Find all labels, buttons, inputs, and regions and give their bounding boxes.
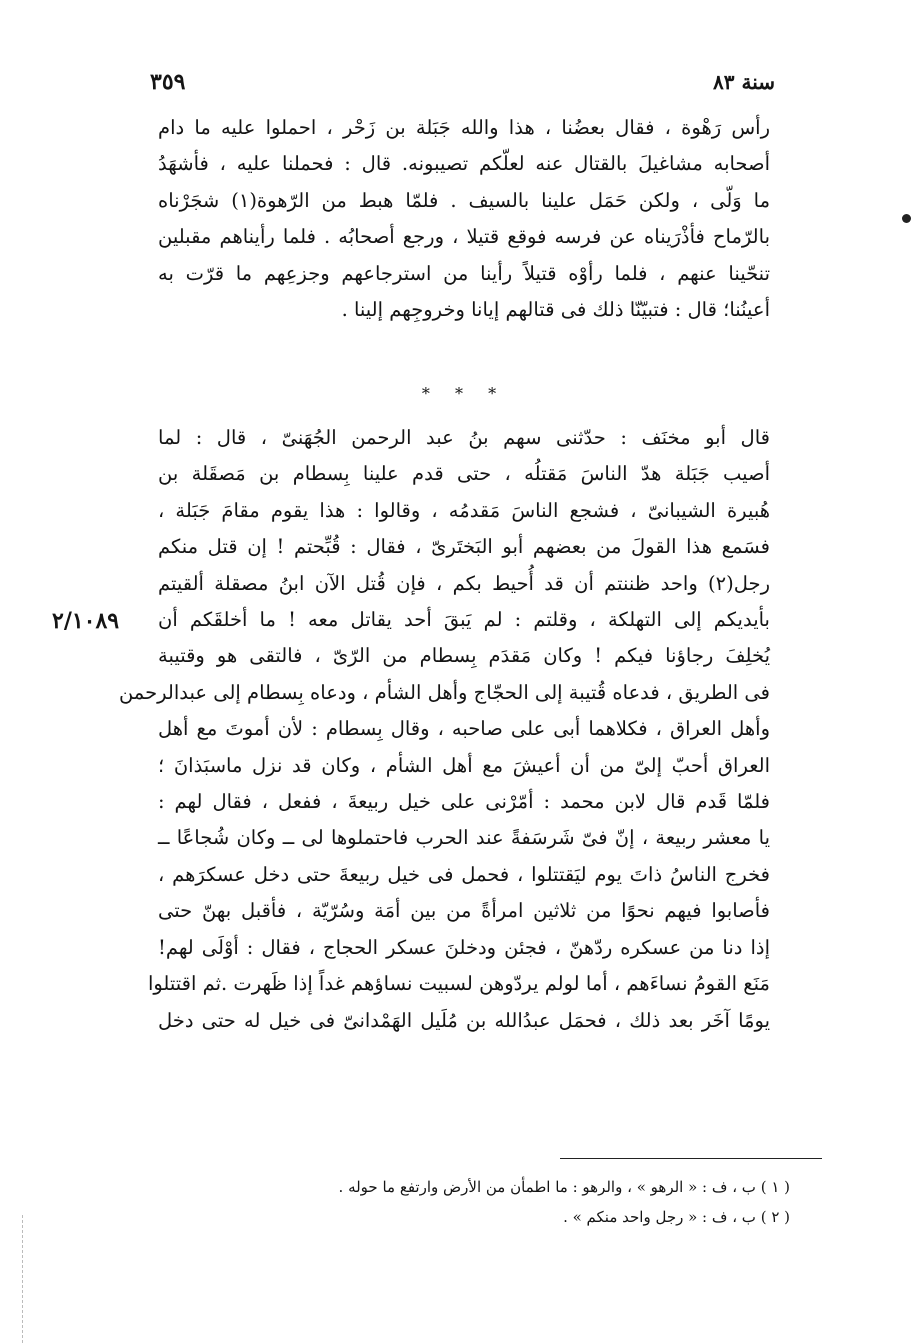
text-line: فخرج الناسُ ذاتَ يوم ليَقتتلوا ، فحمل فى خيل ربيعةَ حتى دخل عسكرَهم ،: [158, 862, 770, 886]
margin-reference: ٢/١٠٨٩: [52, 608, 120, 634]
footnote-1: ( ١ ) ب ، ف : « الرهو » ، والرهو : ما اطمأن من الأرض وارتفع ما حوله .: [338, 1178, 790, 1196]
footnote-divider: [560, 1158, 822, 1159]
text-line: هُبيرة الشيبانىّ ، فشجع الناسَ مَقدمُه ، وقالوا : هذا يقوم مقامَ جَبَلة ،: [158, 498, 770, 522]
text-line: العراق أحبّ إلىّ من أن أعيشَ مع أهل الشأم ، وكان قد نزل ماسبَذانَ ؛: [158, 753, 770, 777]
text-line: تنحّينا عنهم ، فلما رأوْه قتيلاً رأينا من استرجاعهم وجزعِهم ما قرّت به: [158, 261, 770, 285]
text-line: فلمّا قَدم قال لابن محمد : أمّرْنى على خيل ربيعةَ ، ففعل ، فقال لهم :: [158, 790, 770, 814]
page-header: [150, 62, 775, 102]
text-line: ما وَلّى ، ولكن حَمَل علينا بالسيف . فلمّا هبط من الرّهوة(١) شجَرْناه: [158, 188, 771, 212]
text-line: يومًا آخَر بعد ذلك ، فحمَل عبدُالله بن مُلَيل الهَمْدانىّ فى خيل له حتى دخل: [158, 1008, 770, 1032]
scan-mark: [902, 214, 911, 223]
scan-edge-line: [22, 1215, 23, 1343]
paragraph-2: [118, 420, 770, 1039]
footnote-2: ( ٢ ) ب ، ف : « رجل واحد منكم » .: [563, 1208, 790, 1226]
text-line: يُخلِفَ رجاؤنا فيكم ! وكان مَقدَم بِسطام من الرّىّ ، فالتقى هو وقتيبة: [158, 644, 770, 668]
text-line: فى الطريق ، فدعاه قُتيبة إلى الحجّاج وأهل الشأم ، ودعاه بِسطام إلى عبدالرحمن: [118, 680, 770, 704]
year-heading: سنة ٨٣: [713, 70, 775, 94]
text-line: مَنَع القومُ نساءَهم ، أما لولم يردّوهن لسبيت نساؤهم غداً إذا ظَهرت .ثم اقتتلوا: [147, 972, 770, 996]
text-line: فسَمع هذا القولَ من بعضهم أبو البَختَرىّ ، فقال : قُبِّحتم ! إن قتل منكم: [158, 535, 770, 559]
page-number: ٣٥٩: [150, 69, 186, 95]
text-line: إذا دنا من عسكره ردّهنّ ، فجئن ودخلنَ عسكر الحجاج ، فقال : أوْلَى لهم!: [158, 935, 770, 959]
text-line: أعينُنا؛ قال : فتبيّنّا ذلك فى قتالهم إيانا وخروجِهم إلينا .: [341, 298, 770, 322]
text-line: وأهل العراق ، فكلاهما أبى على صاحبه ، وقال بِسطام : لأن أموتَ مع أهل: [158, 717, 770, 741]
text-line: فأصابوا فيهم نحوًا من ثلاثين امرأةً من بين أمَة وسُرّيّة ، فأقبل بهنّ حتى: [158, 899, 770, 923]
footnotes: [230, 1172, 790, 1232]
text-line: قال أبو مخنَف : حدّثنى سهم بنُ عبد الرحمن الجُهَنىّ ، قال : لما: [158, 426, 770, 449]
text-line: أصيب جَبَلة هدّ الناسَ مَقتلُه ، حتى قدم علينا بِسطام بن مَصقَلة بن: [158, 462, 770, 486]
section-separator: * * *: [421, 384, 507, 403]
text-line: يا معشر ربيعة ، إنّ فىّ شَرسَفةً عند الحرب فاحتملوها لى ــ وكان شُجاعًا ــ: [158, 826, 770, 850]
text-line: بأيديكم إلى التهلكة ، وقلتم : لم يَبقَ أحد يقاتل معه ! ما أخلقَكم أن: [158, 608, 770, 632]
text-line: رأس رَهْوة ، فقال بعضُنا ، هذا والله جَبَلة بن زَحْر ، احملوا عليه ما دام: [158, 116, 770, 139]
text-line: رجل(٢) واحد ظننتم أن قد أُحيط بكم ، فإن قُتل الآن ابنُ مصقلة ألقيتم: [158, 571, 770, 595]
paragraph-1: [158, 110, 770, 328]
text-line: بالرّماح فأذْرَيناه عن فرسه فوقع قتيلا ، ورجع أصحابُه . فلما رأيناهم مقبلين: [158, 225, 770, 249]
text-line: أصحابه مشاغيلَ بالقتال عنه لعلّكم تصيبونه. قال : فحملنا عليه ، فأشهَدُ: [158, 152, 770, 176]
